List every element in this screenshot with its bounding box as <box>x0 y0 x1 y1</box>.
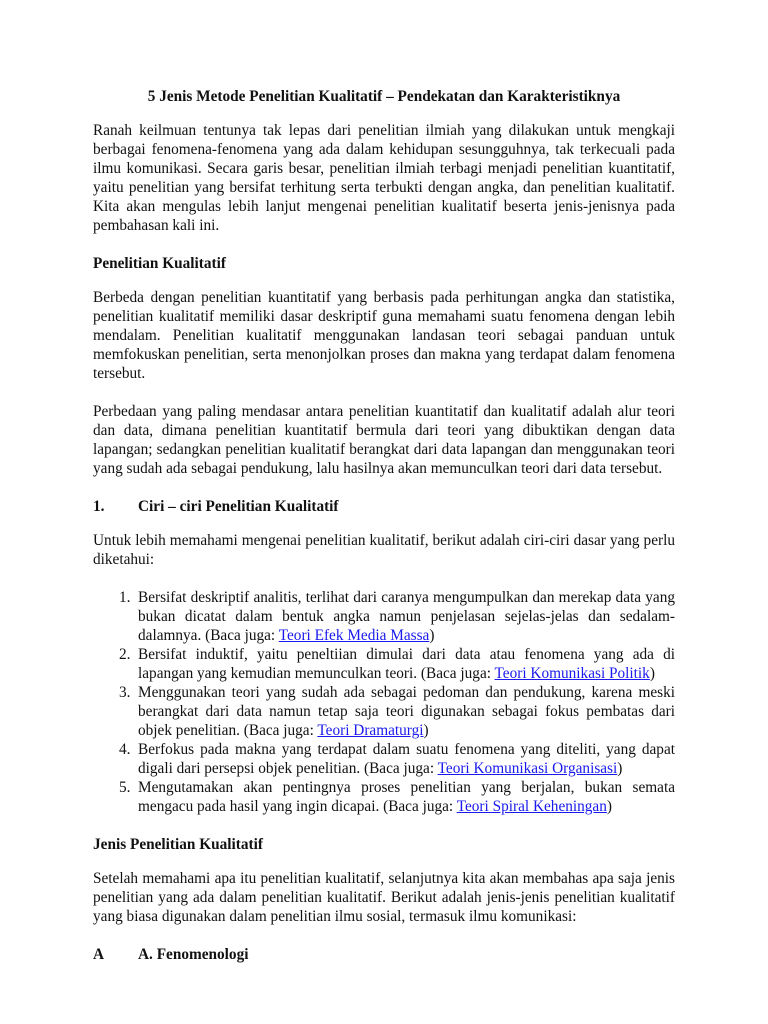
list-number: 4. <box>119 741 131 758</box>
list-text: ) <box>649 665 655 682</box>
list-text: ) <box>606 798 612 815</box>
list-number: 1. <box>119 589 131 606</box>
paragraph: Untuk lebih memahami mengenai penelitian kualitatif, berikut adalah ciri-ciri dasar yang perlu diketahui: <box>93 532 675 568</box>
ciri-list <box>93 588 675 816</box>
list-text: Berfokus pada makna yang terdapat dalam suatu fenomena yang diteliti, yang dapat digali dari persepsi objek penelitian. (Baca juga: <box>138 741 675 777</box>
list-item <box>93 683 675 740</box>
heading-marker: A <box>93 946 105 963</box>
list-number: 2. <box>119 646 131 663</box>
heading-text: Ciri – ciri Penelitian Kualitatif <box>138 498 339 515</box>
link-teori-dramaturgi[interactable]: Teori Dramaturgi <box>317 722 424 739</box>
heading-text: A. Fenomenologi <box>138 946 249 963</box>
link-teori-spiral-keheningan[interactable]: Teori Spiral Keheningan <box>456 798 607 815</box>
list-text: Menggunakan teori yang sudah ada sebagai pedoman dan pendukung, karena meski berangkat dari data namun tetap saja teori digunakan sebagai fokus pembatas dari objek penelitian. (Baca juga: <box>138 684 675 739</box>
paragraph: Perbedaan yang paling mendasar antara penelitian kuantitatif dan kualitatif adalah alur teori dan data, dimana penelitian kuantitatif bermula dari teori yang dibuktikan dengan data lapangan; sedangkan penelitian kualitatif berangkat dari data lapangan dan menggunakan teori yang sudah ada sebagai pendukung, lalu hasilnya akan memunculkan teori dari data tersebut. <box>93 403 675 477</box>
list-text: Bersifat induktif, yaitu peneltiian dimulai dari data atau fenomena yang ada di lapangan yang kemudian memunculkan teori. (Baca juga: <box>138 646 675 682</box>
list-number: 3. <box>119 684 131 701</box>
list-text: ) <box>423 722 429 739</box>
section-heading-jenis: Jenis Penelitian Kualitatif <box>93 836 263 853</box>
link-teori-komunikasi-politik[interactable]: Teori Komunikasi Politik <box>494 665 650 682</box>
list-text: ) <box>429 627 435 644</box>
list-text: ) <box>617 760 623 777</box>
section-heading-penelitian-kualitatif: Penelitian Kualitatif <box>93 255 226 272</box>
intro-paragraph: Ranah keilmuan tentunya tak lepas dari penelitian ilmiah yang dilakukan untuk mengkaji berbagai fenomena-fenomena yang ada dalam kehidupan sesungguhnya, tak terkecuali pada ilmu komunikasi. Secara garis besar, penelitian ilmiah terbagi menjadi penelitian kuantitatif, yaitu penelitian yang bersifat terhitung serta terbukti dengan angka, dan penelitian kualitatif. Kita akan mengulas lebih lanjut mengenai penelitian kualitatif beserta jenis-jenisnya pada pembahasan kali ini. <box>93 122 675 234</box>
list-item <box>93 778 675 816</box>
link-teori-komunikasi-organisasi[interactable]: Teori Komunikasi Organisasi <box>437 760 618 777</box>
list-item <box>93 645 675 683</box>
document-title: 5 Jenis Metode Penelitian Kualitatif – Pendekatan dan Karakteristiknya <box>147 88 621 105</box>
list-text: Mengutamakan akan pentingnya proses penelitian yang berjalan, bukan semata mengacu pada hasil yang ingin dicapai. (Baca juga: <box>138 779 675 815</box>
document-page <box>93 87 675 979</box>
list-number: 5. <box>119 779 131 796</box>
section-heading-ciri <box>93 497 675 516</box>
list-item <box>93 740 675 778</box>
list-text: Bersifat deskriptif analitis, terlihat dari caranya mengumpulkan dan merekap data yang bukan dicatat dalam bentuk angka namun penjelasan sejelas-jelas dan sedalam-dalamnya. (Baca juga: <box>138 589 675 644</box>
subsection-heading-fenomenologi <box>93 945 675 964</box>
paragraph: Berbeda dengan penelitian kuantitatif yang berbasis pada perhitungan angka dan statistika, penelitian kualitatif memiliki dasar deskriptif guna memahami suatu fenomena dengan lebih mendalam. Penelitian kualitatif menggunakan landasan teori sebagai panduan untuk memfokuskan penelitian, serta menonjolkan proses dan makna yang terdapat dalam fenomena tersebut. <box>93 289 675 382</box>
link-teori-efek-media-massa[interactable]: Teori Efek Media Massa <box>278 627 430 644</box>
heading-number: 1. <box>93 498 105 515</box>
paragraph: Setelah memahami apa itu penelitian kualitatif, selanjutnya kita akan membahas apa saja jenis penelitian yang ada dalam penelitian kualitatif. Berikut adalah jenis-jenis penelitian kualitatif yang biasa digunakan dalam penelitian ilmu sosial, termasuk ilmu komunikasi: <box>93 870 675 925</box>
list-item <box>93 588 675 645</box>
